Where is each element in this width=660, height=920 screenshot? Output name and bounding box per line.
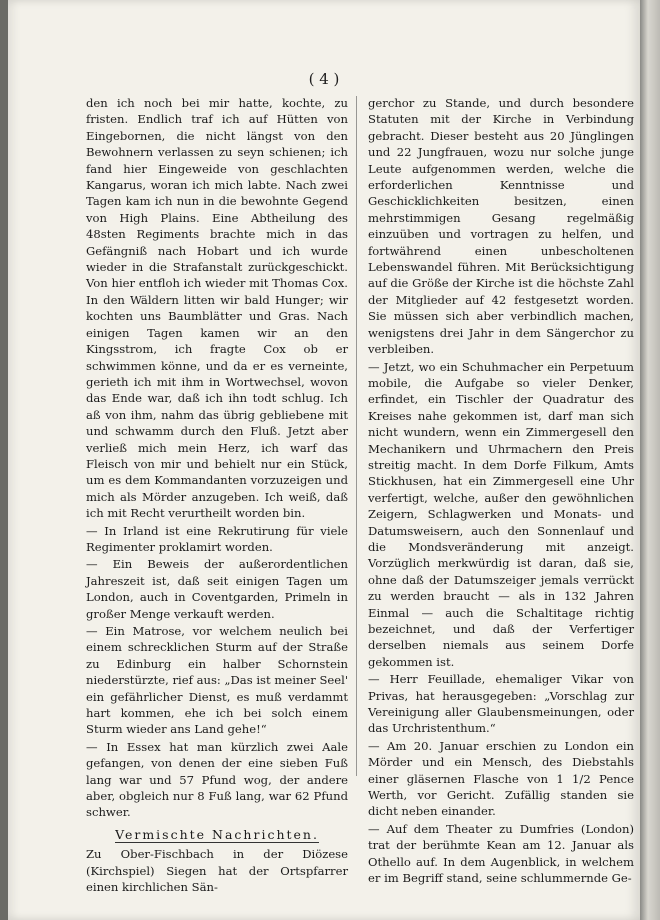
section-heading: [86, 827, 348, 843]
column-divider: [356, 96, 357, 776]
newspaper-page: [8, 0, 640, 920]
page-number: ( 4 ): [308, 70, 340, 88]
news-item-clock: — Jetzt, wo ein Schuhmacher ein Perpetuum mobile, die Aufgabe so vieler Denker, erfindet, ein Tischler der Quadratur des Kreises nahe gekommen ist, darf man sich nicht wundern, wenn ein Zimmergesell den Mechanikern und Uhrmachern den Preis streitig macht. In dem Dorfe Filkum, Amts Stickhusen, hat ein Zimmergesell eine Uhr verfertigt, welche, außer den gewöhnlichen Zeigern, Schlagwerken und Monats- und Datumsweisern, auch den Sonnenlauf und die Mondsveränderung mit anzeigt. Vorzüglich merkwürdig ist daran, daß sie, ohne daß der Datumszeiger jemals verrückt zu werden braucht — als in 132 Jahren Einmal — auch die Schaltitage richtig bezeichnet, und daß der Verfertiger derselben niemals aus seinem Dorfe gekommen ist.: [368, 359, 634, 669]
choir-paragraph-continued: gerchor zu Stande, und durch besondere Statuten mit der Kirche in Verbindung gebracht. Dieser besteht aus 20 Jünglingen und 22 Jungfrauen, wozu nur solche junge Leute aufgenommen werden, welche die erforderlichen Kenntnisse und Geschicklichkeiten besitzen, einen mehrstimmigen Gesang regelmäßig einzuüben und vortragen zu helfen, und fortwährend einen unbescholtenen Lebenswandel führen. Mit Berücksichtigung auf die Größe der Kirche ist die höchste Zahl der Mitglieder auf 42 festgesetzt worden. Sie müssen sich aber verbindlich machen, wenigstens drei Jahr in dem Sängerchor zu verbleiben.: [368, 96, 634, 357]
choir-paragraph-start: Zu Ober-Fischbach in der Diözese (Kirchspiel) Siegen hat der Ortspfarrer einen kirchlichen Sän-: [86, 847, 348, 895]
news-item-feuillade: — Herr Feuillade, ehemaliger Vikar von Privas, hat herausgegeben: „Vorschlag zur Vereinigung aller Glaubensmeinungen, oder das Urchristenthum.“: [368, 672, 634, 736]
article-paragraph: den ich noch bei mir hatte, kochte, zu fristen. Endlich traf ich auf Hütten von Eingebornen, die nicht längst von den Bewohnern verlassen zu seyn schienen; ich fand hier Eingeweide von geschlachten Kangarus, woran ich mich labte. Nach zwei Tagen kam ich nun in die bewohnte Gegend von High Plains. Eine Abtheilung des 48sten Regiments brachte mich in das Gefängniß nach Hobart und ich wurde wieder in die Strafanstalt zurückgeschickt. Von hier entfloh ich wieder mit Thomas Cox. In den Wäldern litten wir bald Hunger; wir kochten uns Baumblätter und Gras. Nach einigen Tagen kamen wir an den Kingsstrom, ich fragte Cox ob er schwimmen könne, und da er es verneinte, gerieth ich mit ihm in Wortwechsel, wovon das Ende war, daß ich ihn todt schlug. Ich aß von ihm, nahm das übrig gebliebene mit und schwamm durch den Fluß. Jetzt aber verließ mich mein Herz, ich warf das Fleisch von mir und behielt nur ein Stück, um es dem Kommandanten vorzuzeigen und mich als Mörder anzugeben. Ich weiß, daß ich mit Recht verurtheilt worden bin.: [86, 96, 348, 521]
section-heading-text: Vermischte Nachrichten.: [115, 826, 319, 842]
left-column: [86, 95, 348, 897]
news-item-london-court: — Am 20. Januar erschien zu London ein Mörder und ein Mensch, des Diebstahls einer gläsernen Flasche von 1 1/2 Pence Werth, vor Gericht. Zufällig standen sie dicht neben einander.: [368, 738, 634, 819]
news-item-primroses: — Ein Beweis der außerordentlichen Jahreszeit ist, daß seit einigen Tagen um London, auch in Coventgarden, Primeln in großer Menge verkauft werden.: [86, 557, 348, 621]
news-item-ireland: — In Irland ist eine Rekrutirung für viele Regimenter proklamirt worden.: [86, 523, 348, 554]
news-item-sailor: — Ein Matrose, vor welchem neulich bei einem schrecklichen Sturm auf der Straße zu Edinburg ein halber Schornstein niederstürzte, rief aus: „Das ist meiner Seel' ein gefährlicher Dienst, es muß verdammt hart kommen, ehe ich bei solch einem Sturm wieder ans Land gehe!“: [86, 624, 349, 737]
news-item-kean-othello: — Auf dem Theater zu Dumfries (London) trat der berühmte Kean am 12. Januar als Othello auf. In dem Augenblick, in welchem er im Begriff stand, seine schlummernde Ge-: [368, 821, 634, 886]
right-column: [368, 95, 634, 888]
page-edge-shadow: [640, 0, 660, 920]
news-item-eels: — In Essex hat man kürzlich zwei Aale gefangen, von denen der eine sieben Fuß lang war und 57 Pfund wog, der andere aber, obgleich nur 8 Fuß lang, war 62 Pfund schwer.: [86, 739, 348, 820]
